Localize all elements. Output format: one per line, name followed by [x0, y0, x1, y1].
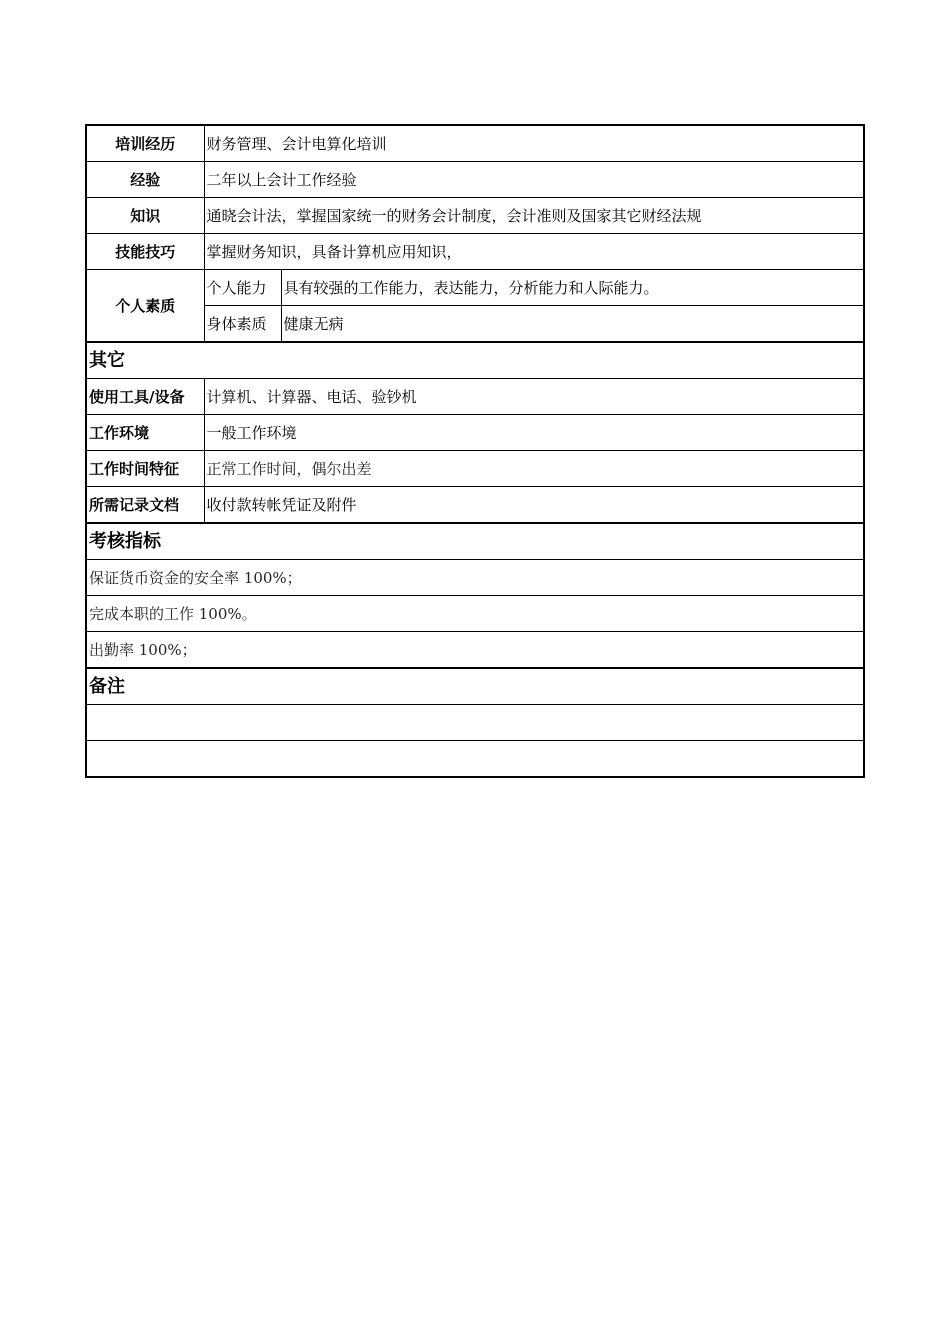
kpi-title: 考核指标 — [86, 523, 864, 560]
experience-row — [86, 162, 864, 198]
remarks-section-header — [86, 668, 864, 705]
documents-label: 所需记录文档 — [86, 487, 204, 524]
kpi-row — [86, 632, 864, 669]
knowledge-row — [86, 198, 864, 234]
tools-label: 使用工具/设备 — [86, 379, 204, 415]
worktime-value: 正常工作时间，偶尔出差 — [204, 451, 864, 487]
knowledge-value: 通晓会计法，掌握国家统一的财务会计制度，会计准则及国家其它财经法规 — [204, 198, 864, 234]
skills-row — [86, 234, 864, 270]
remarks-line — [86, 705, 864, 741]
kpi-item: 出勤率 100%； — [86, 632, 864, 669]
ability-value: 具有较强的工作能力，表达能力，分析能力和人际能力。 — [281, 270, 864, 306]
kpi-item: 保证货币资金的安全率 100%； — [86, 560, 864, 596]
skills-value: 掌握财务知识，具备计算机应用知识， — [204, 234, 864, 270]
quality-label: 个人素质 — [86, 270, 204, 343]
ability-label: 个人能力 — [204, 270, 281, 306]
other-section-header — [86, 342, 864, 379]
ability-row — [86, 270, 864, 306]
experience-label: 经验 — [86, 162, 204, 198]
kpi-row — [86, 596, 864, 632]
other-title: 其它 — [86, 342, 864, 379]
remarks-row — [86, 705, 864, 741]
environment-label: 工作环境 — [86, 415, 204, 451]
training-value: 财务管理、会计电算化培训 — [204, 125, 864, 162]
kpi-section-header — [86, 523, 864, 560]
remarks-row — [86, 741, 864, 778]
kpi-row — [86, 560, 864, 596]
worktime-row — [86, 451, 864, 487]
worktime-label: 工作时间特征 — [86, 451, 204, 487]
tools-value: 计算机、计算器、电话、验钞机 — [204, 379, 864, 415]
environment-value: 一般工作环境 — [204, 415, 864, 451]
documents-value: 收付款转帐凭证及附件 — [204, 487, 864, 524]
remarks-line — [86, 741, 864, 778]
kpi-item: 完成本职的工作 100%。 — [86, 596, 864, 632]
physical-label: 身体素质 — [204, 306, 281, 343]
experience-value: 二年以上会计工作经验 — [204, 162, 864, 198]
tools-row — [86, 379, 864, 415]
training-row — [86, 125, 864, 162]
documents-row — [86, 487, 864, 524]
skills-label: 技能技巧 — [86, 234, 204, 270]
environment-row — [86, 415, 864, 451]
remarks-title: 备注 — [86, 668, 864, 705]
training-label: 培训经历 — [86, 125, 204, 162]
job-description-table — [85, 124, 865, 778]
knowledge-label: 知识 — [86, 198, 204, 234]
physical-value: 健康无病 — [281, 306, 864, 343]
